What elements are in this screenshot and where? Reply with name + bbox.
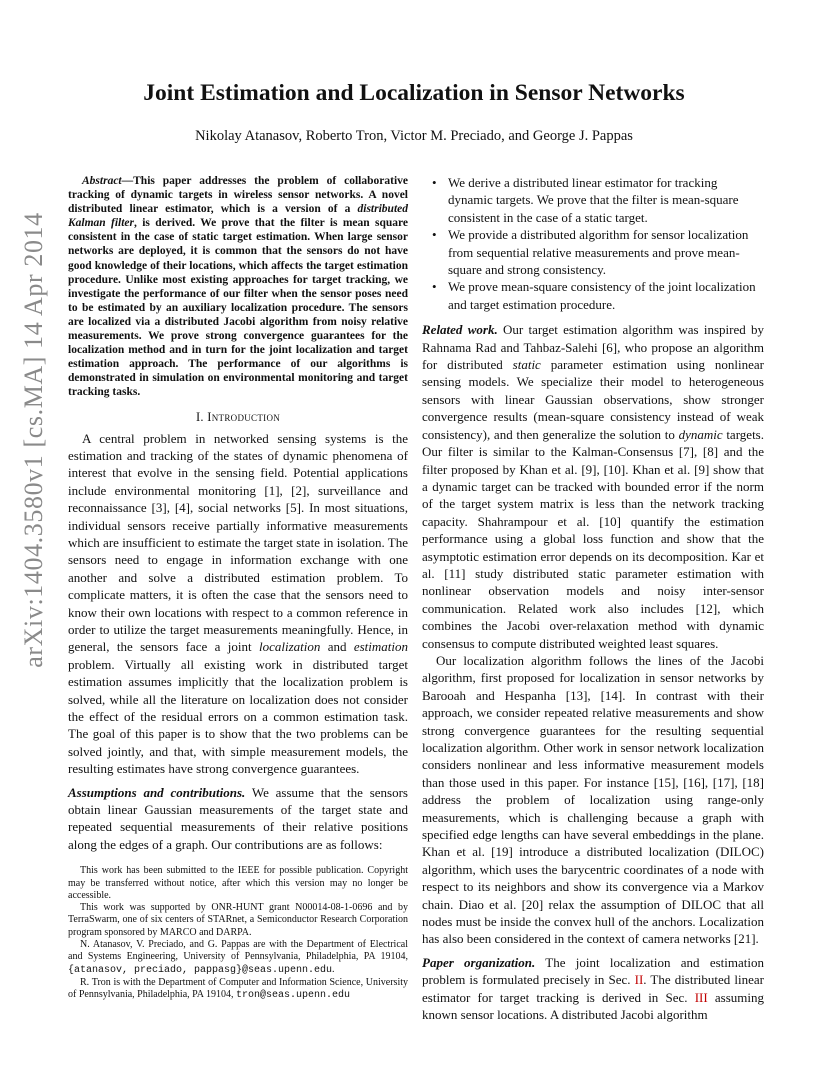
related-work-paragraph: Related work. Our target estimation algorithm was inspired by Rahnama Rad and Tahbaz-Salehi [6], who propose an algorithm for distributed static parameter estimation using nonlinear sensing models. We specialize their model to heterogeneous sensors with linear Gaussian observations, show stronger convergence results (mean-square consistency instead of weak consistency), and then generalize the solution to dynamic targets. Our filter is similar to the Kalman-Consensus [7], [8] and the filter proposed by Khan et al. [9], [10]. Khan et al. [9] show that a dynamic target can be tracked with bounded error if the norm of the target system matrix is less than the network tracking capacity. Shahrampour et al. [10] quantify the estimation performance using a global loss function and show that the asymptotic estimation error depends on its decomposition. Kar et al. [11] study distributed static parameter estimation with nonlinear observation models and noisy inter-sensor communication. Related work also includes [12], which combines the Jacobi over-relaxation method with dynamic consensus to compute distributed weighted least squares. — [422, 322, 764, 651]
organization-run-in-heading: Paper organization. — [422, 954, 536, 970]
bullet-icon: • — [432, 175, 437, 190]
bullet-icon: • — [432, 279, 437, 295]
author-list: Nikolay Atanasov, Roberto Tron, Victor M. Preciado, and George J. Pappas — [195, 128, 633, 144]
author-email: tron@seas.upenn.edu — [235, 990, 350, 1002]
abstract: Abstract—This paper addresses the problem of collaborative tracking of dynamic targets in wireless sensor networks. A novel distributed linear estimator, which is a version of a distributed Kalman filter, is derived. We prove that the filter is mean square consistent in the case of static target estimation. When large sensor networks are deployed, it is common that the sensors do not have good knowledge of their locations, which affects the target estimation procedure. Unlike most existing approaches for target tracking, we investigate the performance of our filter when the sensor poses need to be estimated by an auxiliary localization procedure. The sensors are localized via a distributed Jacobi algorithm from noisy relative measurements. We prove strong convergence guarantees for the localization method and in turn for the joint localization and target estimation approach. The performance of our algorithms is demonstrated in simulation on environmental monitoring and target tracking tasks. — [68, 175, 408, 399]
list-item: • We provide a distributed algorithm for sensor localization from sequential relative measurements and prove mean-square and strong consistency. — [432, 227, 749, 278]
paper-title: Joint Estimation and Localization in Sensor Networks — [143, 80, 685, 106]
bullet-icon: • — [432, 227, 437, 243]
list-item: • We derive a distributed linear estimator for tracking dynamic targets. We prove that the filter is mean-square consistent in the case of a static target. — [432, 175, 739, 225]
right-column — [422, 174, 764, 1024]
arxiv-identifier: arXiv:1404.3580v1 [cs.MA] 14 Apr 2014 — [19, 212, 48, 668]
contribution-list — [422, 174, 764, 313]
author-email: {atanasov, preciado, pappasg}@seas.upenn.edu — [68, 964, 333, 976]
localization-paragraph: Our localization algorithm follows the lines of the Jacobi algorithm, first proposed for localization in sensor networks by Barooah and Hespanha [13], [14]. In contrast with their approach, we consider repeated relative measurements and show strong convergence guarantees for the resulting sequential localization algorithm. Other work in sensor network localization considers nonlinear and less informative measurement models than those used in this paper. For instance [15], [16], [17], [18] address the problem of localization using range-only measurements, which is challenging because a graph with specified edge lengths can have several embeddings in the plane. Khan et al. [19] introduce a distributed localization (DILOC) algorithm, which uses the barycentric coordinates of a node with respect to its neighbors and show its convergence via a Markov chain. Diao et al. [20] relax the assumption of DILOC that all nodes must be inside the convex hull of the anchors. Localization has also been considered in the context of camera networks [21]. — [422, 652, 764, 947]
footnote-affiliation-penn-ese: N. Atanasov, V. Preciado, and G. Pappas are with the Department of Electrical and Systems Engineering, University of Pennsylvania, Philadelphia, PA 19104, {atanasov, preciado, pappasg}@seas.upenn.edu. — [68, 939, 408, 976]
related-work-run-in-heading: Related work. — [422, 322, 498, 338]
intro-paragraph: A central problem in networked sensing systems is the estimation and tracking of the states of dynamic phenomena of interest that evolve in the sensing field. Potential applications include environmental monitoring [1], [2], surveillance and reconnaissance [3], [4], social networks [5]. In most situations, individual sensors receive partially informative measurements which are insufficient to estimate the target state in isolation. The sensors need to engage in information exchange with one another and solve a distributed estimation problem. To complicate matters, it is often the case that the sensors need to know their own locations with respect to a common reference in order to utilize the target measurements meaningfully. Hence, in general, the sensors face a joint localization and estimation problem. Virtually all existing work in distributed target estimation assumes implicitly that the localization problem is solved, while all the literature on localization does not consider the effect of the residual errors on a common estimation task. The goal of this paper is to show that the two problems can be solved jointly, and that, with simple measurement models, the resulting estimates have strong convergence guarantees. — [68, 430, 408, 777]
list-item: • We prove mean-square consistency of the joint localization and target estimation procedure. — [432, 279, 756, 312]
left-column — [68, 174, 408, 1003]
paper-organization-paragraph: Paper organization. The joint localization and estimation problem is formulated precisely in Sec. II. The distributed linear estimator for target tracking is derived in Sec. III assuming known sensor locations. A distributed Jacobi algorithm — [422, 954, 764, 1023]
assumptions-paragraph: Assumptions and contributions. We assume that the sensors obtain linear Gaussian measurements of the target state and repeated sequential measurements of their relative positions along the edges of a graph. Our contributions are as follows: — [68, 784, 408, 852]
footnote-funding: This work was supported by ONR-HUNT grant N00014-08-1-0696 and by TerraSwarm, one of six centers of STARnet, a Semiconductor Research Corporation program sponsored by MARCO and DARPA. — [68, 902, 408, 938]
assumptions-run-in-heading: Assumptions and contributions. — [68, 784, 246, 800]
section-reference-link[interactable]: III — [694, 989, 708, 1005]
arxiv-side-stamp — [14, 120, 54, 760]
abstract-lead: Abstract — [82, 175, 122, 187]
section-reference-link[interactable]: II — [634, 972, 644, 988]
footnote-copyright: This work has been submitted to the IEEE for possible publication. Copyright may be transferred without notice, after which this version may no longer be accessible. — [68, 865, 408, 901]
footnote-affiliation-penn-cis: R. Tron is with the Department of Computer and Information Science, University of Pennsylvania, Philadelphia, PA 19104, tron@seas.upenn.edu — [68, 976, 408, 1002]
section-heading-introduction: I. Introduction — [195, 409, 281, 424]
